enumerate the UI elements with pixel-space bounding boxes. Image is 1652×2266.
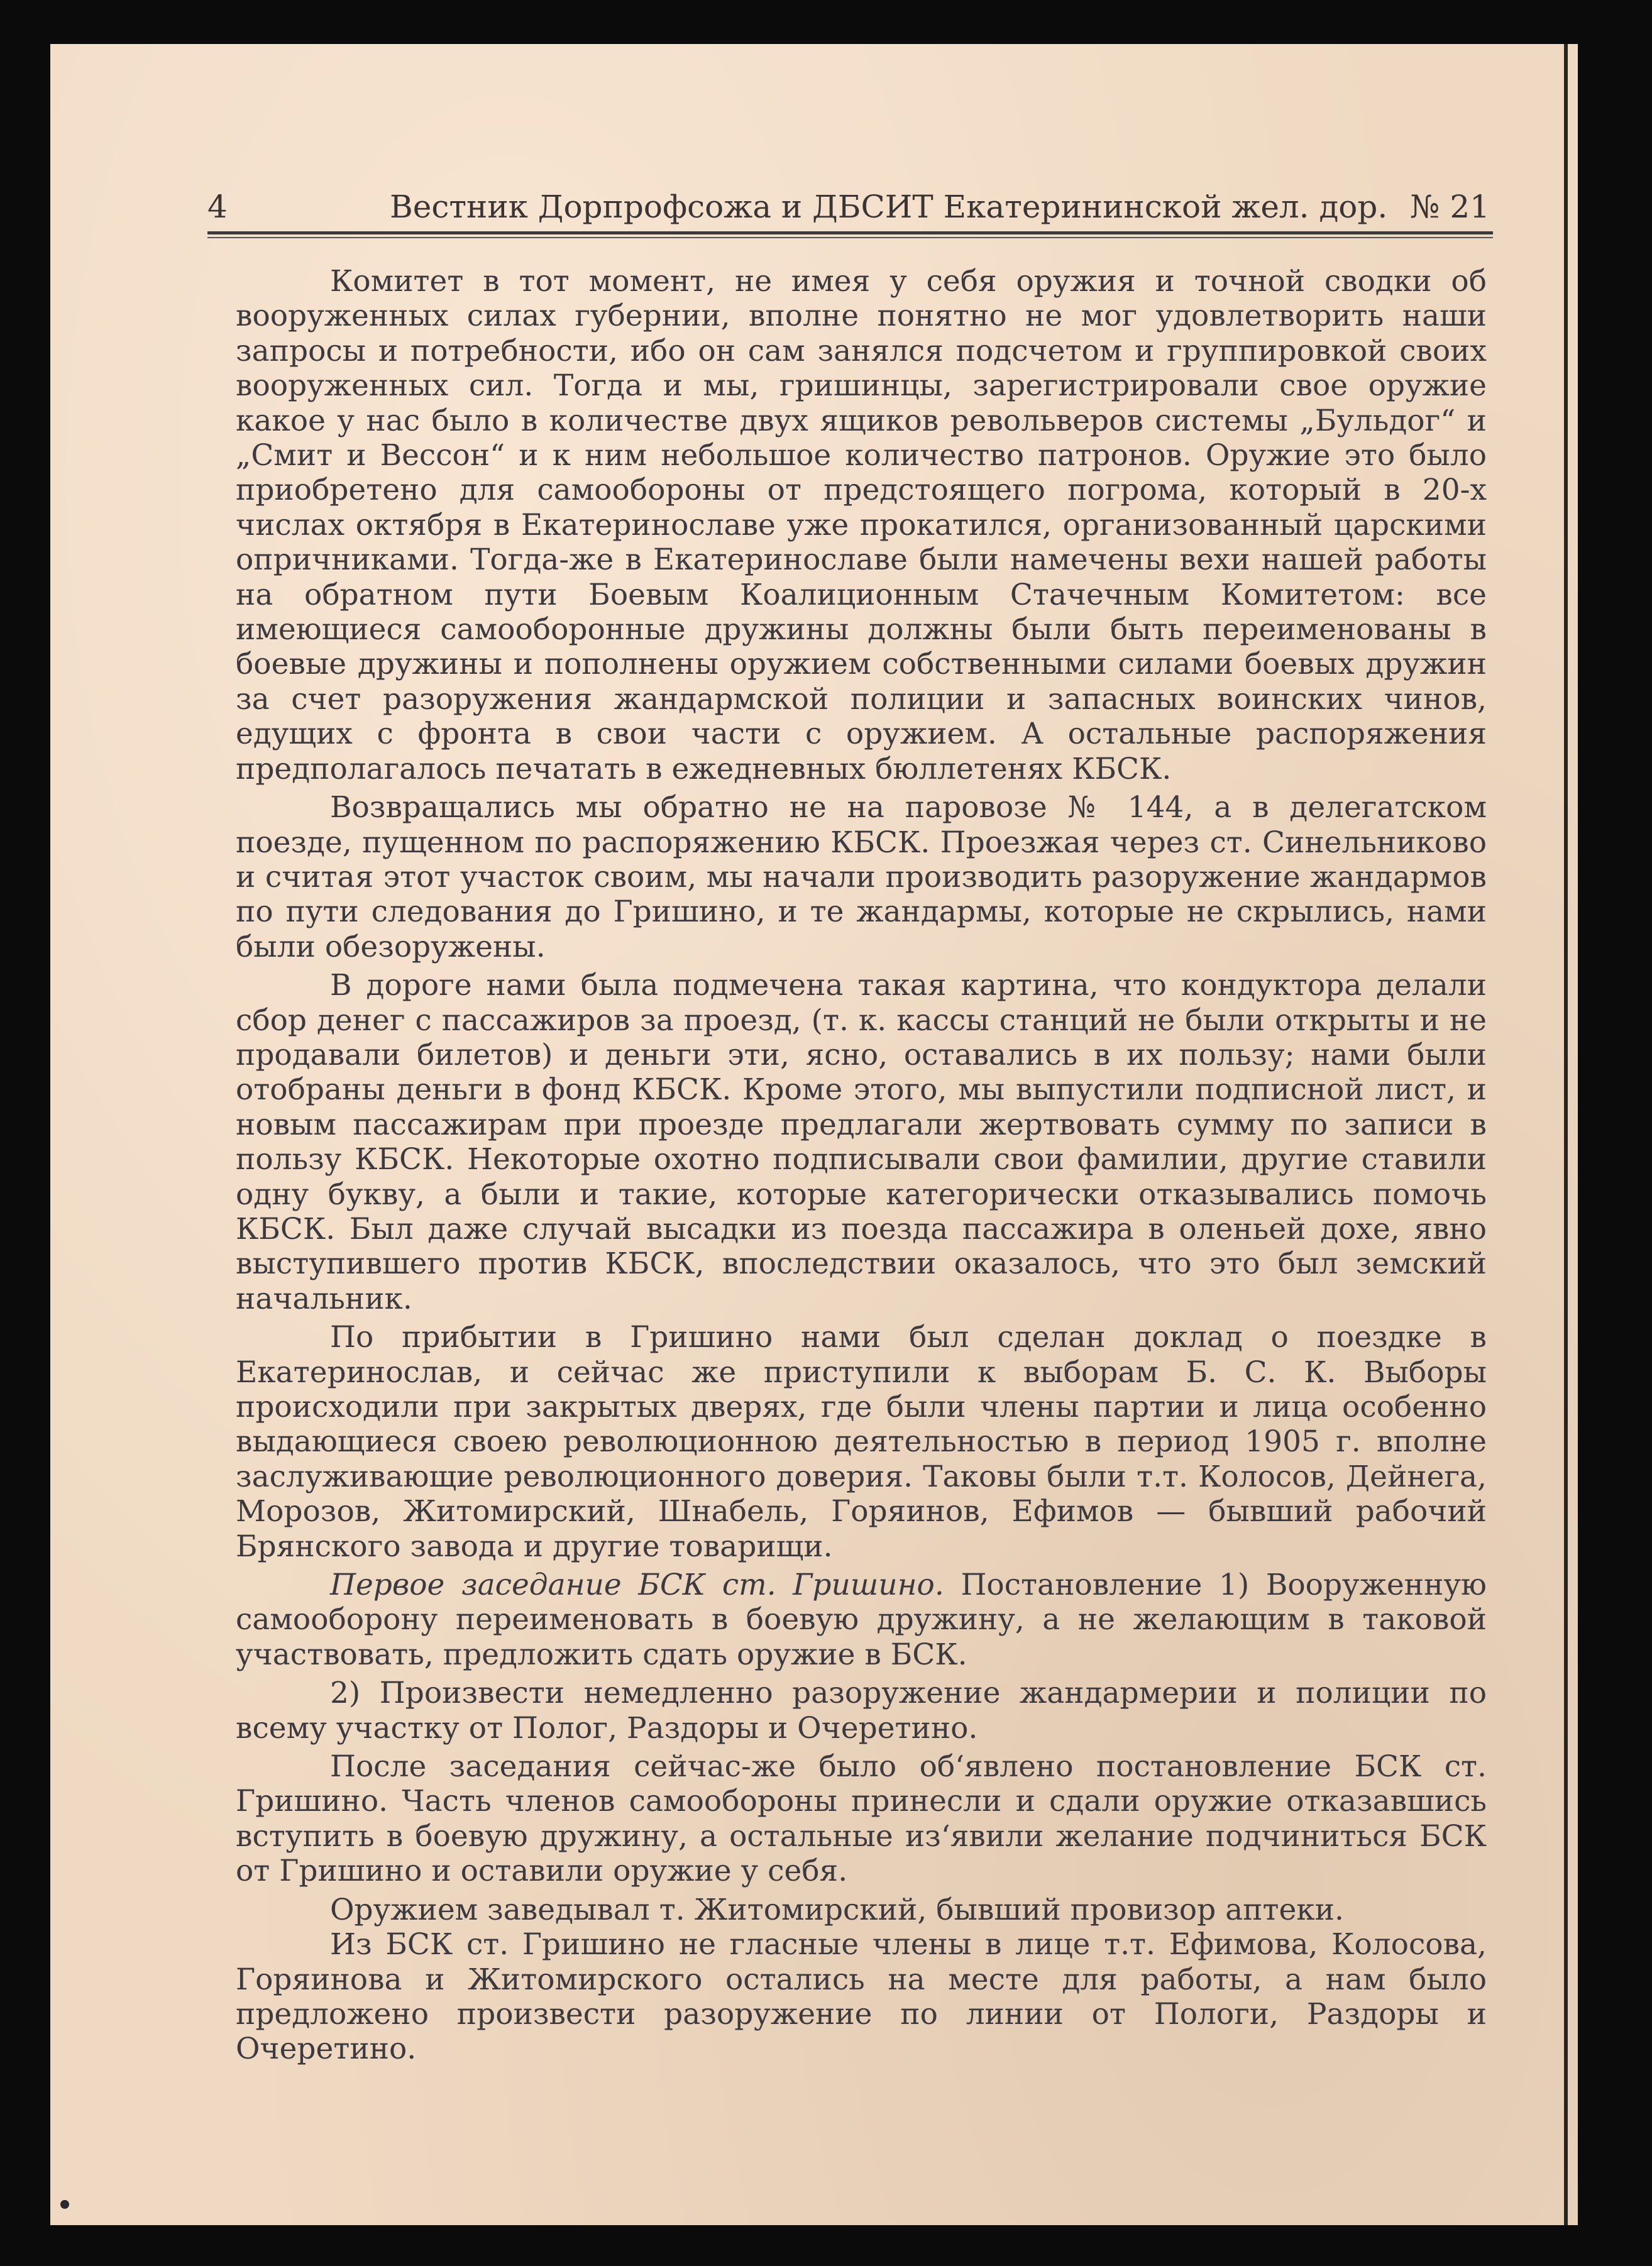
paragraph-6: После заседания сейчас-же было об‘явлено постановление БСК ст. Гришино. Часть членов самообороны принесли и сдали оружие отказавшись вступить в боевую дружину, а остальные из‘явили желание подчиниться БСК от Гришино и оставили оружие у себя. <box>236 1749 1487 1889</box>
issue-number: № 21 <box>1410 189 1490 225</box>
paragraph-2: Возвращались мы обратно не на паровозе № 144, а в делегатском поезде, пущенном по распоряжению КБСК. Проезжая через ст. Синельниково и считая этот участок своим, мы начали производить разоружение жандармов по пути следования до Гришино, и те жандармы, которые не скрылись, нами были обезоружены. <box>236 790 1487 964</box>
paragraph-3: В дороге нами была подмечена такая картина, что кондуктора делали сбор денег с пассажиров за проезд, (т. к. кассы станций не были открыты и не продавали билетов) и деньги эти, ясно, оставались в их пользу; нами были отобраны деньги в фонд КБСК. Кроме этого, мы выпустили подписной лист, и новым пассажирам при проезде предлагали жертвовать сумму по записи в пользу КБСК. Некоторые охотно подписывали свои фамилии, другие ставили одну букву, а были и такие, которые категорически отказывались помочь КБСК. Был даже случай высадки из поезда пассажира в оленьей дохе, явно выступившего против КБСК, впоследствии оказалось, что это был земский начальник. <box>236 968 1487 1316</box>
header-rule <box>207 231 1493 234</box>
session-heading: Первое заседание БСК ст. Гришино. <box>330 1568 944 1603</box>
journal-title: Вестник Дорпрофсожа и ДБСИТ Екатерининской жел. дор. <box>390 189 1388 225</box>
book-spine-edge <box>1564 44 1568 2225</box>
page-number: 4 <box>207 189 228 225</box>
paragraph-1: Комитет в тот момент, не имея у себя оружия и точной сводки об вооруженных силах губернии, вполне понятно не мог удовлетворить наши запросы и потребности, ибо он сам занялся подсчетом и группировкой своих вооруженных сил. Тогда и мы, гришинцы, зарегистрировали свое оружие какое у нас было в количестве двух ящиков револьверов системы „Бульдог“ и „Смит и Вессон“ и к ним небольшое количество патронов. Оружие это было приобретено для самообороны от предстоящего погрома, который в 20-х числах октября в Екатеринославе уже прокатился, организованный царскими опричниками. Тогда-же в Екатеринославе были намечены вехи нашей работы на обратном пути Боевым Коалиционным Стачечным Комитетом: все имеющиеся самооборонные дружины должны были быть переименованы в боевые дружины и пополнены оружием собственными силами боевых дружин за счет разоружения жандармской полиции и запасных воинских чинов, едущих с фронта в свои части с оружием. А остальные распоряжения предполагалось печатать в ежедневных бюллетенях КБСК. <box>236 264 1487 786</box>
paragraph-8: Из БСК ст. Гришино не гласные члены в лице т.т. Ефимова, Колосова, Горяинова и Житомирского остались на месте для работы, а нам было предложено произвести разоружение по линии от Пологи, Раздоры и Очеретино. <box>236 1927 1487 2067</box>
paragraph-5: 2) Произвести немедленно разоружение жандармерии и полиции по всему участку от Полог, Раздоры и Очеретино. <box>236 1676 1487 1746</box>
ink-dot <box>60 2200 69 2209</box>
paragraph-session <box>236 1568 1487 1672</box>
header-rule-thin <box>207 237 1493 238</box>
paragraph-7: Оружием заведывал т. Житомирский, бывший провизор аптеки. <box>330 1892 1344 1927</box>
article-body <box>236 264 1487 2071</box>
session-resolution: Постановление 1) Вооруженную самооборону переименовать в боевую дружину, а не желающим в таковой участвовать, предложить сдать оружие в БСК. <box>236 1568 1487 1672</box>
paragraph-4: По прибытии в Гришино нами был сделан доклад о поездке в Екатеринослав, и сейчас же приступили к выборам Б. С. К. Выборы происходили при закрытых дверях, где были члены партии и лица особенно выдающиеся своею революционною деятельностью в период 1905 г. вполне заслуживающие революционного доверия. Таковы были т.т. Колосов, Дейнега, Морозов, Житомирский, Шнабель, Горяинов, Ефимов — бывший рабочий Брянского завода и другие товарищи. <box>236 1320 1487 1564</box>
